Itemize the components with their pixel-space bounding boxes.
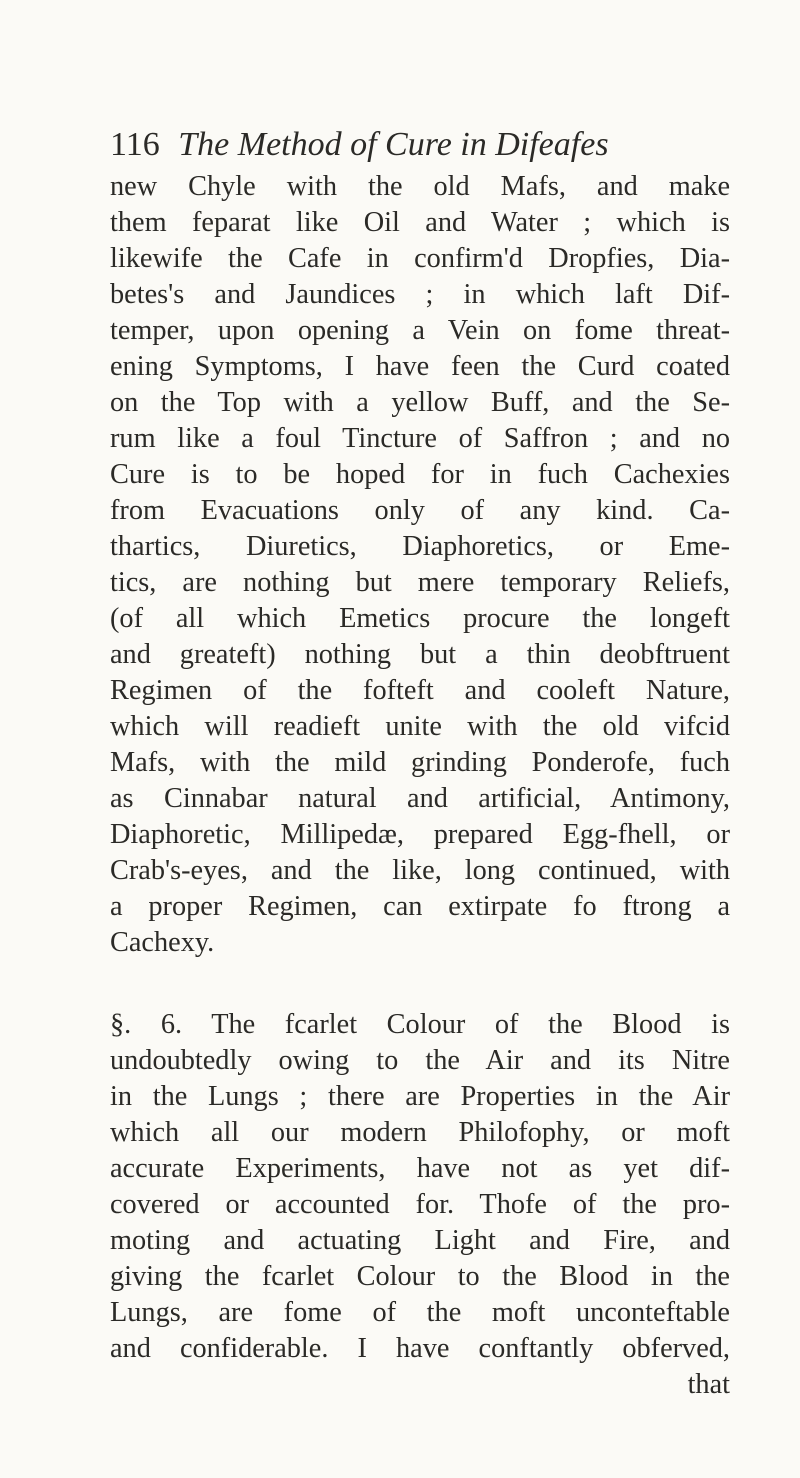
text-line: moting and actuating Light and Fire, and xyxy=(110,1225,730,1256)
text-line: as Cinnabar natural and artificial, Antimony, xyxy=(110,783,730,814)
running-title: The Method of Cure in Difeafes xyxy=(178,126,609,163)
text-line: temper, upon opening a Vein on fome threat- xyxy=(110,315,730,346)
text-line: a proper Regimen, can extirpate fo ftrong a xyxy=(110,891,730,922)
text-line: new Chyle with the old Mafs, and make xyxy=(110,171,730,202)
text-line: (of all which Emetics procure the longeft xyxy=(110,603,730,634)
text-line: Crab's-eyes, and the like, long continued, with xyxy=(110,855,730,886)
running-header xyxy=(110,125,730,165)
text-line: §. 6. The fcarlet Colour of the Blood is xyxy=(110,1009,730,1040)
text-line: in the Lungs ; there are Properties in the Air xyxy=(110,1081,730,1112)
text-line: from Evacuations only of any kind. Ca- xyxy=(110,495,730,526)
body-text xyxy=(110,169,730,1403)
text-line: betes's and Jaundices ; in which laft Dif- xyxy=(110,279,730,310)
paragraph xyxy=(110,1007,730,1367)
text-line: on the Top with a yellow Buff, and the Se- xyxy=(110,387,730,418)
text-line: tics, are nothing but mere temporary Reliefs, xyxy=(110,567,730,598)
text-line: undoubtedly owing to the Air and its Nitre xyxy=(110,1045,730,1076)
text-line: ening Symptoms, I have feen the Curd coated xyxy=(110,351,730,382)
text-line: giving the fcarlet Colour to the Blood in the xyxy=(110,1261,730,1292)
paragraph xyxy=(110,169,730,961)
page-number: 116 xyxy=(110,126,160,163)
text-line: and greateft) nothing but a thin deobftruent xyxy=(110,639,730,670)
text-line: covered or accounted for. Thofe of the pro- xyxy=(110,1189,730,1220)
text-line: thartics, Diuretics, Diaphoretics, or Eme- xyxy=(110,531,730,562)
text-line: Mafs, with the mild grinding Ponderofe, fuch xyxy=(110,747,730,778)
book-page xyxy=(110,125,730,1403)
text-line: likewife the Cafe in confirm'd Dropfies, Dia- xyxy=(110,243,730,274)
text-line: and confiderable. I have conftantly obferved, xyxy=(110,1333,730,1364)
text-line: rum like a foul Tincture of Saffron ; and no xyxy=(110,423,730,454)
text-line: Lungs, are fome of the moft unconteftable xyxy=(110,1297,730,1328)
catchword: that xyxy=(687,1369,730,1400)
text-line: accurate Experiments, have not as yet dif- xyxy=(110,1153,730,1184)
text-line: which all our modern Philofophy, or moft xyxy=(110,1117,730,1148)
text-line: Cure is to be hoped for in fuch Cachexies xyxy=(110,459,730,490)
text-line: which will readieft unite with the old vifcid xyxy=(110,711,730,742)
text-line: Diaphoretic, Millipedæ, prepared Egg-fhell, or xyxy=(110,819,730,850)
text-line: Regimen of the fofteft and cooleft Nature, xyxy=(110,675,730,706)
text-line: them feparat like Oil and Water ; which is xyxy=(110,207,730,238)
text-line: Cachexy. xyxy=(110,927,215,958)
